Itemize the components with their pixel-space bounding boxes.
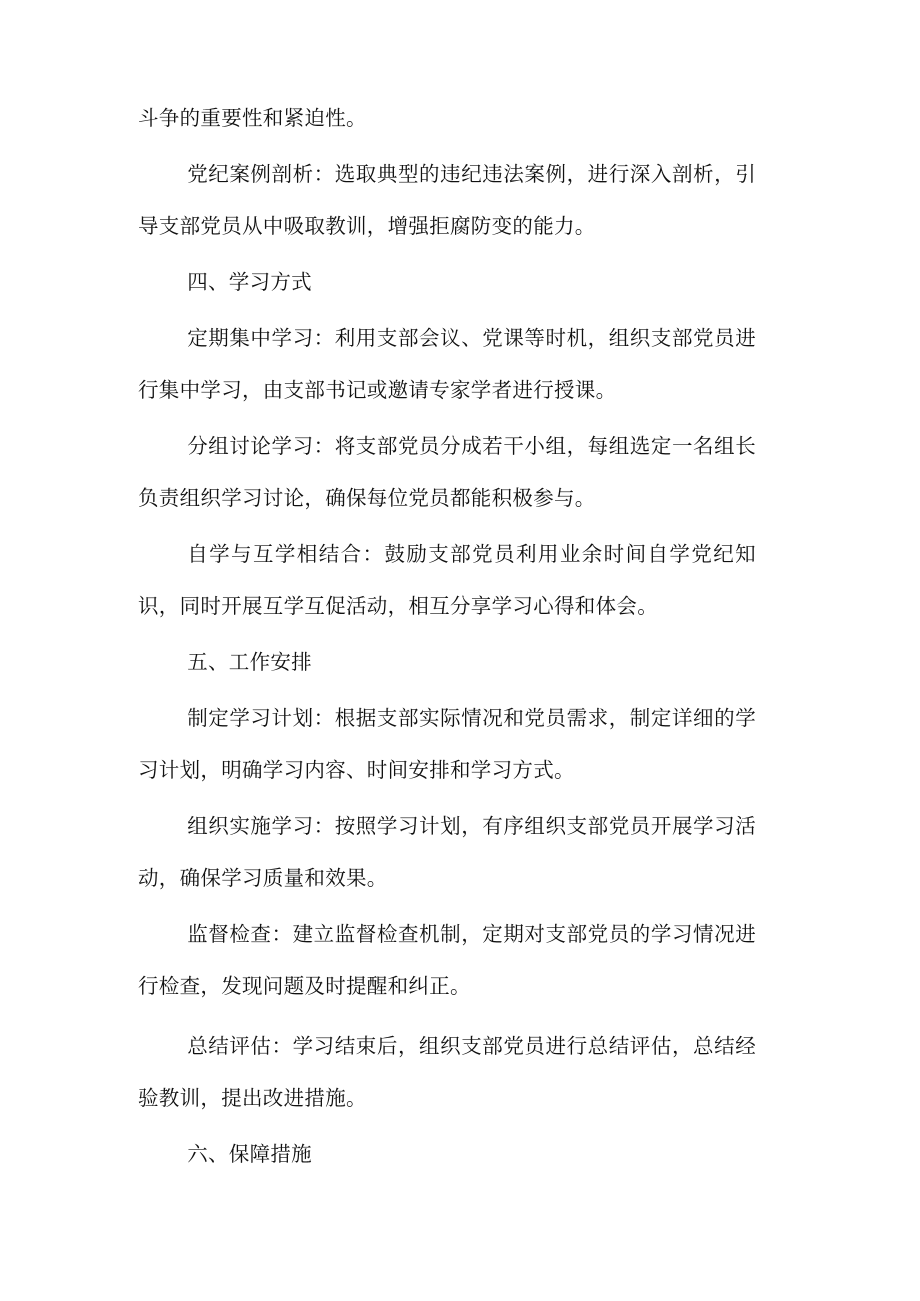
paragraph-evaluation: 总结评估：学习结束后，组织支部党员进行总结评估，总结经验教训，提出改进措施。 xyxy=(138,1034,756,1110)
paragraph-continuation: 斗争的重要性和紧迫性。 xyxy=(138,106,367,130)
section-heading-work-arrangement: 五、工作安排 xyxy=(187,650,312,674)
paragraph-self-and-mutual-study: 自学与互学相结合：鼓励支部党员利用业余时间自学党纪知识，同时开展互学互促活动，相互分享学习心得和体会。 xyxy=(138,542,756,618)
paragraph-implementation: 组织实施学习：按照学习计划，有序组织支部党员开展学习活动，确保学习质量和效果。 xyxy=(138,814,756,890)
section-heading-safeguards: 六、保障措施 xyxy=(187,1142,312,1166)
paragraph-study-plan: 制定学习计划：根据支部实际情况和党员需求，制定详细的学习计划，明确学习内容、时间安排和学习方式。 xyxy=(138,706,756,782)
paragraph-group-discussion: 分组讨论学习：将支部党员分成若干小组，每组选定一名组长负责组织学习讨论，确保每位党员都能积极参与。 xyxy=(138,434,756,510)
document-body xyxy=(138,92,756,1180)
paragraph-centralized-study: 定期集中学习：利用支部会议、党课等时机，组织支部党员进行集中学习，由支部书记或邀请专家学者进行授课。 xyxy=(138,326,756,402)
paragraph-supervision: 监督检查：建立监督检查机制，定期对支部党员的学习情况进行检查，发现问题及时提醒和纠正。 xyxy=(138,922,756,998)
section-heading-study-methods: 四、学习方式 xyxy=(187,270,312,294)
paragraph-case-analysis: 党纪案例剖析：选取典型的违纪违法案例，进行深入剖析，引导支部党员从中吸取教训，增强拒腐防变的能力。 xyxy=(138,162,756,238)
